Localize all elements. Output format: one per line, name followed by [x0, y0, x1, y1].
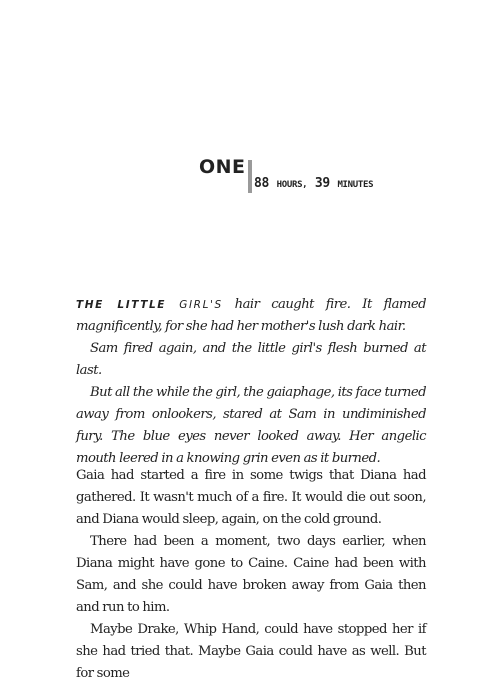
- chapter-number: ONE: [199, 156, 246, 178]
- minutes-number: 39: [314, 176, 330, 191]
- lead-in-bold: THE LITTLE: [76, 299, 167, 311]
- lead-in: [76, 299, 223, 311]
- hours-number: 88: [254, 176, 270, 191]
- paragraph: Maybe Drake, Whip Hand, could have stopped her if she had tried that. Maybe Gaia could have as well. But for some: [76, 622, 426, 681]
- minutes-label: MINUTES: [337, 180, 374, 190]
- paragraph: But all the while the girl, the gaiaphage, its face turned away from onlookers, stared at Sam in undiminished fury. The blue eyes never looked away. Her angelic mouth leered in a knowing grin even as it burned.: [76, 385, 426, 466]
- body-text: [76, 465, 426, 685]
- paragraph: There had been a moment, two days earlier, when Diana might have gone to Caine. Caine had been with Sam, and she could have broken away from Gaia then and run to him.: [76, 534, 426, 615]
- chapter-countdown: [254, 176, 373, 191]
- paragraph-text: hair caught fire. It flamed magnificently, for she had her mother's lush dark hair.: [76, 297, 426, 334]
- lead-in-light: GIRL'S: [179, 299, 223, 311]
- chapter-divider-bar: [248, 160, 252, 193]
- paragraph: Sam fired again, and the little girl's flesh burned at last.: [76, 341, 426, 378]
- italic-prologue: [76, 294, 426, 470]
- paragraph: Gaia had started a fire in some twigs that Diana had gathered. It wasn't much of a fire. It would die out soon, and Diana would sleep, again, on the cold ground.: [76, 468, 426, 527]
- paragraph: [76, 294, 426, 338]
- chapter-heading: [0, 156, 501, 196]
- hours-label: HOURS,: [276, 180, 308, 190]
